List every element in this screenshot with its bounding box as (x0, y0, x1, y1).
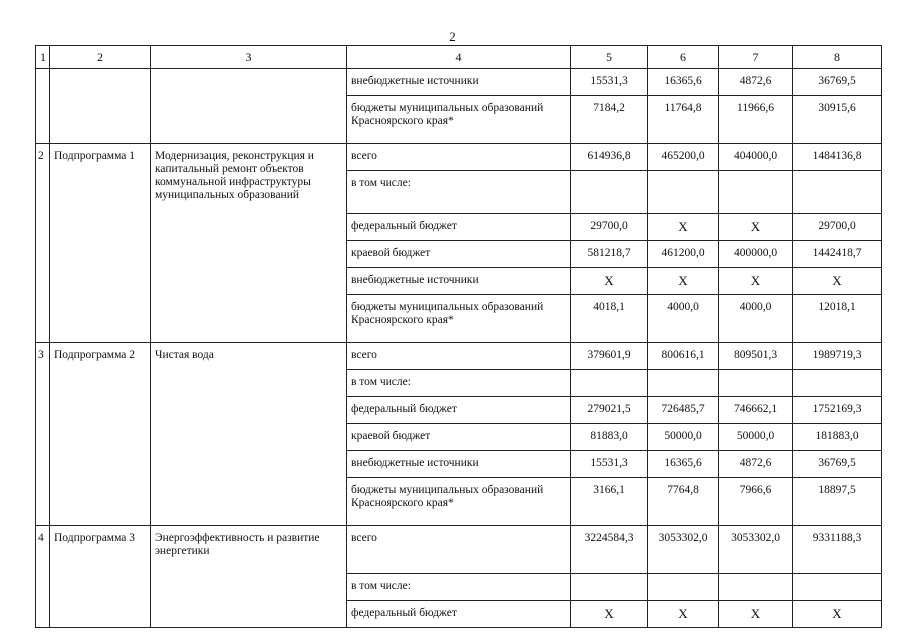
value-cell: 181883,0 (793, 424, 882, 451)
subprogram-label: Подпрограмма 2 (50, 343, 151, 526)
value-cell: 15531,3 (571, 451, 648, 478)
row-number: 3 (36, 343, 50, 526)
value-cell: 11966,6 (719, 96, 793, 144)
value-cell: 1752169,3 (793, 397, 882, 424)
value-cell: 1484136,8 (793, 144, 882, 171)
funding-source-cell: краевой бюджет (347, 424, 571, 451)
empty-value-cell (571, 370, 648, 397)
not-applicable-mark: X (719, 268, 793, 295)
value-cell: 581218,7 (571, 241, 648, 268)
empty-value-cell (793, 574, 882, 601)
value-cell: 15531,3 (571, 69, 648, 96)
value-cell: 379601,9 (571, 343, 648, 370)
empty-value-cell (719, 574, 793, 601)
value-cell: 18897,5 (793, 478, 882, 526)
value-cell: 12018,1 (793, 295, 882, 343)
header-cell-8: 8 (793, 46, 882, 69)
value-cell: 800616,1 (648, 343, 719, 370)
value-cell: 50000,0 (719, 424, 793, 451)
value-cell: 4872,6 (719, 69, 793, 96)
value-cell: 81883,0 (571, 424, 648, 451)
empty-value-cell (793, 370, 882, 397)
header-cell-2: 2 (50, 46, 151, 69)
not-applicable-mark: X (571, 268, 648, 295)
value-cell: 16365,6 (648, 69, 719, 96)
section-total-row (36, 526, 882, 574)
funding-source-cell: всего (347, 343, 571, 370)
header-cell-5: 5 (571, 46, 648, 69)
value-cell: 4000,0 (719, 295, 793, 343)
funding-source-cell: федеральный бюджет (347, 601, 571, 628)
funding-source-cell: внебюджетные источники (347, 451, 571, 478)
value-cell: 7184,2 (571, 96, 648, 144)
not-applicable-mark: X (793, 268, 882, 295)
value-cell: 614936,8 (571, 144, 648, 171)
funding-table (35, 45, 882, 628)
value-cell: 3053302,0 (648, 526, 719, 574)
funding-source-cell: бюджеты муниципальных образований Красноярского края* (347, 478, 571, 526)
continuation-blank-cell (50, 69, 151, 144)
table-row (36, 69, 882, 96)
empty-value-cell (648, 370, 719, 397)
funding-source-cell: федеральный бюджет (347, 214, 571, 241)
row-number: 2 (36, 144, 50, 343)
funding-source-cell: краевой бюджет (347, 241, 571, 268)
value-cell: 30915,6 (793, 96, 882, 144)
value-cell: 404000,0 (719, 144, 793, 171)
page-number: 2 (449, 29, 456, 44)
not-applicable-mark: X (648, 268, 719, 295)
header-cell-7: 7 (719, 46, 793, 69)
value-cell: 400000,0 (719, 241, 793, 268)
value-cell: 4872,6 (719, 451, 793, 478)
value-cell: 9331188,3 (793, 526, 882, 574)
funding-source-cell: в том числе: (347, 370, 571, 397)
value-cell: 1442418,7 (793, 241, 882, 268)
value-cell: 4000,0 (648, 295, 719, 343)
header-cell-6: 6 (648, 46, 719, 69)
subprogram-title: Модернизация, реконструкция и капитальный ремонт объектов коммунальной инфраструктуры муниципальных образований (151, 144, 347, 343)
funding-source-cell: внебюджетные источники (347, 69, 571, 96)
empty-value-cell (719, 370, 793, 397)
continuation-blank-cell (151, 69, 347, 144)
funding-source-cell: всего (347, 144, 571, 171)
table-header (36, 46, 882, 69)
value-cell: 29700,0 (793, 214, 882, 241)
row-number: 4 (36, 526, 50, 628)
section-total-row (36, 343, 882, 370)
value-cell: 50000,0 (648, 424, 719, 451)
not-applicable-mark: X (793, 601, 882, 628)
value-cell: 7966,6 (719, 478, 793, 526)
value-cell: 461200,0 (648, 241, 719, 268)
empty-value-cell (571, 171, 648, 214)
funding-source-cell: в том числе: (347, 574, 571, 601)
funding-source-cell: внебюджетные источники (347, 268, 571, 295)
subprogram-title: Чистая вода (151, 343, 347, 526)
value-cell: 16365,6 (648, 451, 719, 478)
funding-source-cell: в том числе: (347, 171, 571, 214)
funding-source-cell: федеральный бюджет (347, 397, 571, 424)
empty-value-cell (648, 171, 719, 214)
header-cell-1: 1 (36, 46, 50, 69)
value-cell: 3053302,0 (719, 526, 793, 574)
empty-value-cell (571, 574, 648, 601)
value-cell: 7764,8 (648, 478, 719, 526)
header-cell-4: 4 (347, 46, 571, 69)
subprogram-label: Подпрограмма 3 (50, 526, 151, 628)
header-row (36, 46, 882, 69)
value-cell: 465200,0 (648, 144, 719, 171)
value-cell: 1989719,3 (793, 343, 882, 370)
subprogram-label: Подпрограмма 1 (50, 144, 151, 343)
value-cell: 29700,0 (571, 214, 648, 241)
subprogram-title: Энергоэффективность и развитие энергетики (151, 526, 347, 628)
not-applicable-mark: X (648, 214, 719, 241)
empty-value-cell (719, 171, 793, 214)
table-body (36, 69, 882, 628)
header-cell-3: 3 (151, 46, 347, 69)
value-cell: 809501,3 (719, 343, 793, 370)
value-cell: 3166,1 (571, 478, 648, 526)
funding-source-cell: бюджеты муниципальных образований Красноярского края* (347, 96, 571, 144)
funding-source-cell: всего (347, 526, 571, 574)
section-total-row (36, 144, 882, 171)
value-cell: 11764,8 (648, 96, 719, 144)
not-applicable-mark: X (648, 601, 719, 628)
not-applicable-mark: X (719, 214, 793, 241)
continuation-blank-cell (36, 69, 50, 144)
funding-source-cell: бюджеты муниципальных образований Красноярского края* (347, 295, 571, 343)
value-cell: 3224584,3 (571, 526, 648, 574)
value-cell: 746662,1 (719, 397, 793, 424)
value-cell: 726485,7 (648, 397, 719, 424)
not-applicable-mark: X (719, 601, 793, 628)
value-cell: 36769,5 (793, 69, 882, 96)
not-applicable-mark: X (571, 601, 648, 628)
value-cell: 36769,5 (793, 451, 882, 478)
empty-value-cell (793, 171, 882, 214)
empty-value-cell (648, 574, 719, 601)
value-cell: 4018,1 (571, 295, 648, 343)
value-cell: 279021,5 (571, 397, 648, 424)
